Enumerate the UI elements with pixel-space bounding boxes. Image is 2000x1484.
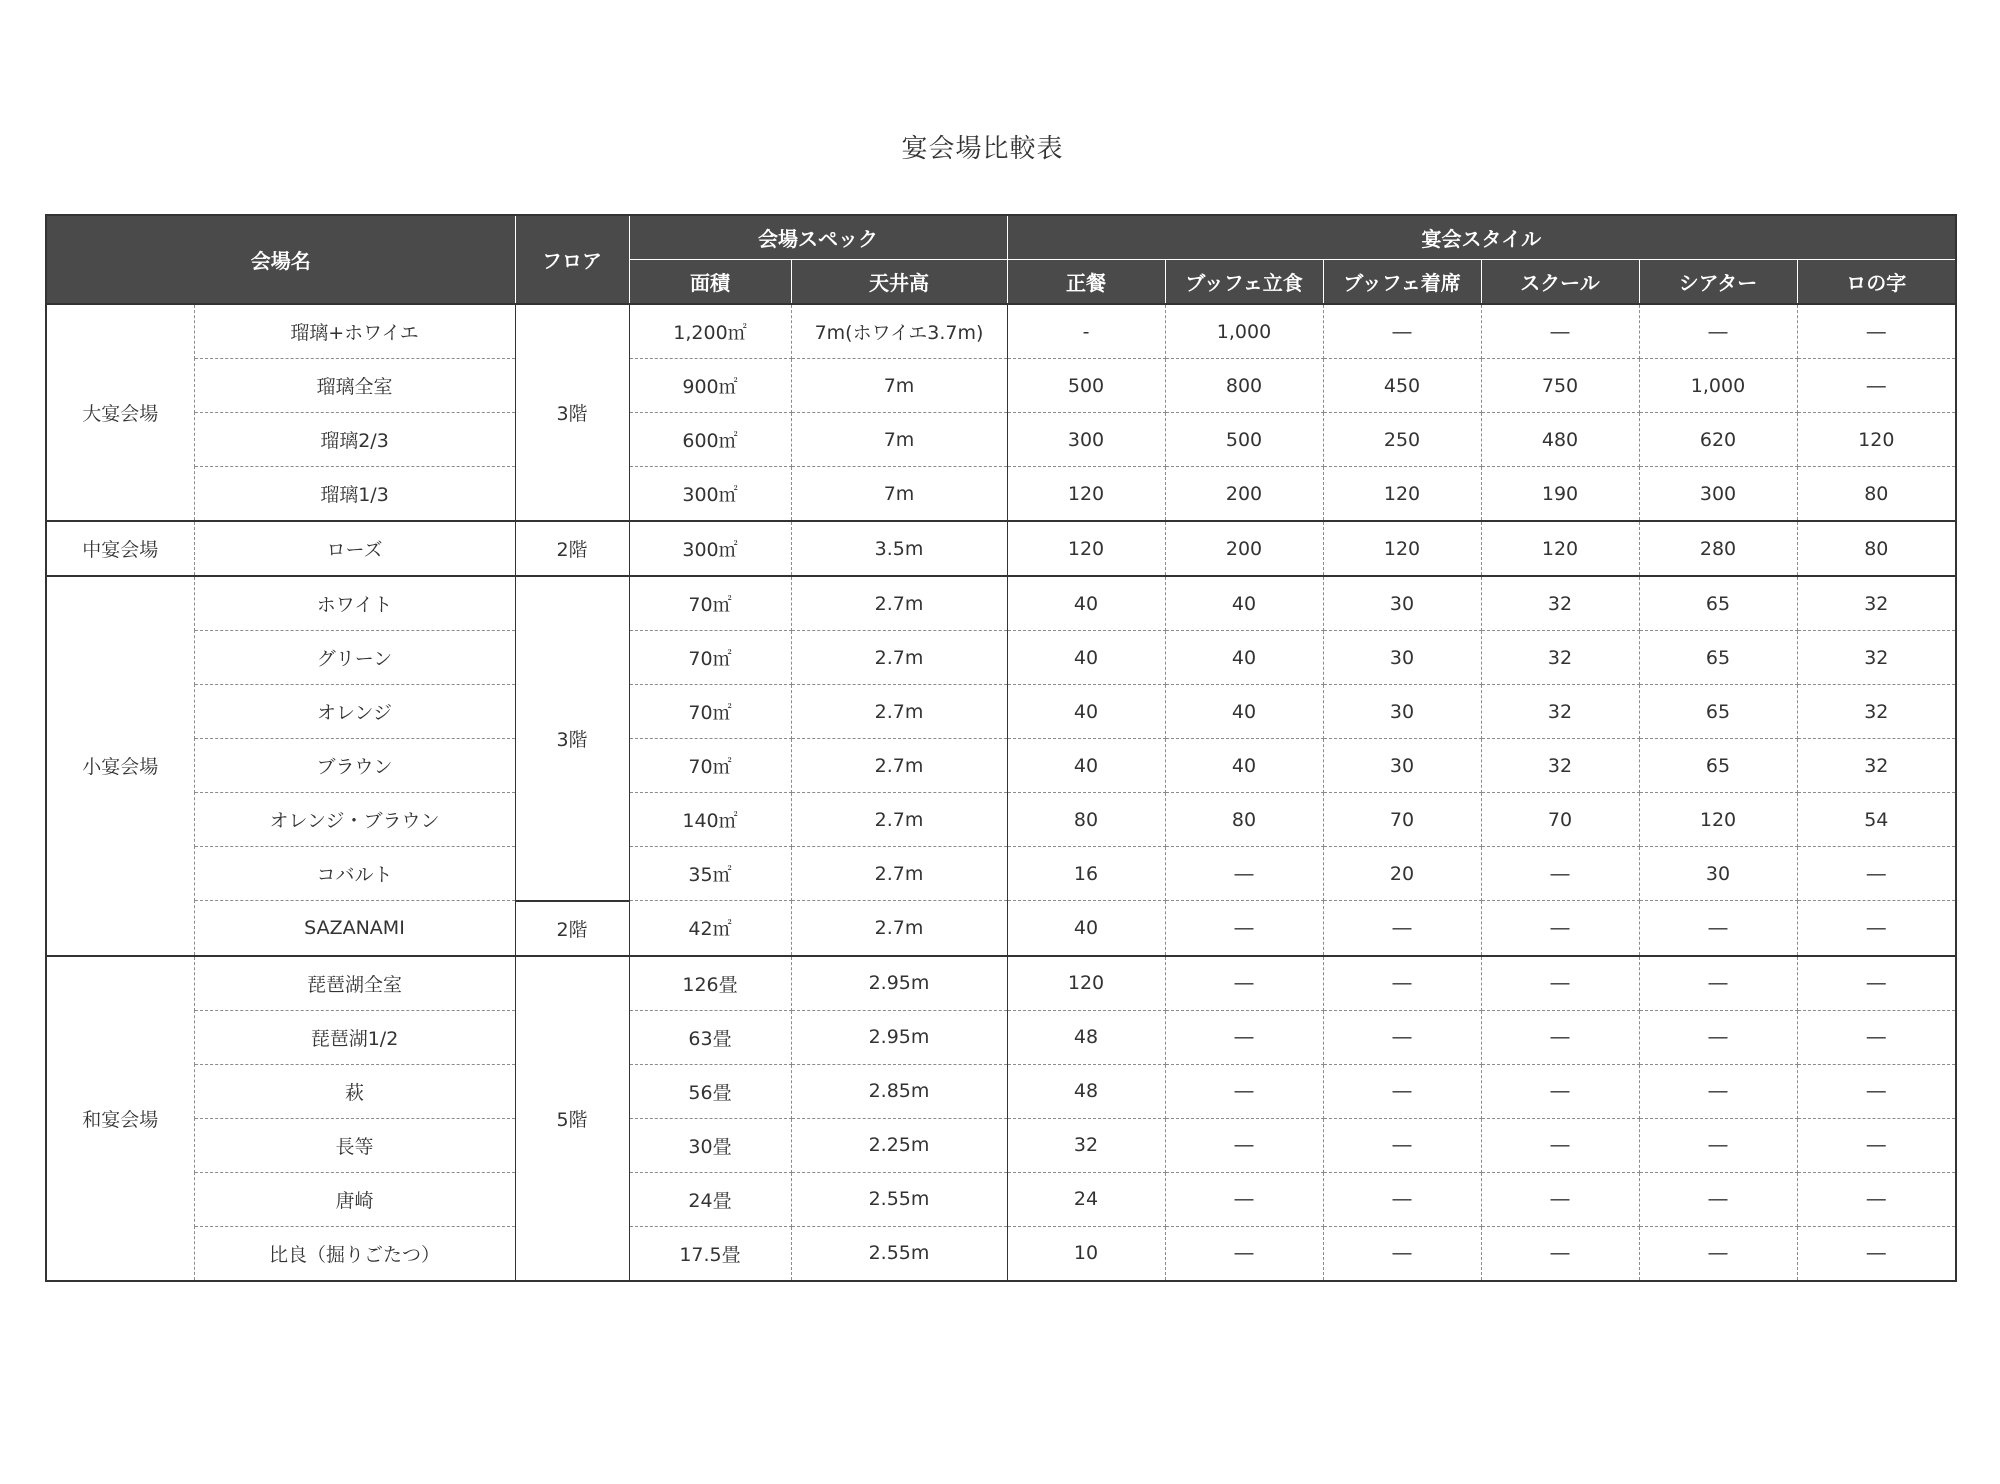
floor-header: フロア bbox=[515, 215, 629, 304]
ceiling-cell: 2.85m bbox=[791, 1064, 1007, 1118]
capacity-cell: 48 bbox=[1007, 1010, 1165, 1064]
area-cell: 1,200㎡ bbox=[629, 304, 791, 359]
venue-name-cell: 瑠璃1/3 bbox=[194, 467, 515, 522]
spec-group-header: 会場スペック bbox=[629, 215, 1007, 260]
capacity-cell: 65 bbox=[1639, 576, 1797, 631]
capacity-cell: ― bbox=[1481, 956, 1639, 1011]
ceiling-cell: 2.7m bbox=[791, 847, 1007, 901]
capacity-cell: 80 bbox=[1165, 793, 1323, 847]
capacity-cell: ― bbox=[1797, 1010, 1956, 1064]
capacity-cell: ― bbox=[1165, 1118, 1323, 1172]
area-cell: 63畳 bbox=[629, 1010, 791, 1064]
style-header-u-shape: ロの字 bbox=[1797, 260, 1956, 305]
capacity-cell: 54 bbox=[1797, 793, 1956, 847]
capacity-cell: ― bbox=[1797, 1226, 1956, 1281]
venue-name-cell: 比良（掘りごたつ） bbox=[194, 1226, 515, 1281]
capacity-cell: 32 bbox=[1481, 576, 1639, 631]
capacity-cell: 32 bbox=[1797, 631, 1956, 685]
capacity-cell: ― bbox=[1481, 1010, 1639, 1064]
capacity-cell: ― bbox=[1797, 1118, 1956, 1172]
capacity-cell: ― bbox=[1481, 1064, 1639, 1118]
table-row bbox=[46, 413, 1956, 467]
capacity-cell: ― bbox=[1481, 1226, 1639, 1281]
capacity-cell: ― bbox=[1323, 1172, 1481, 1226]
capacity-cell: ― bbox=[1481, 304, 1639, 359]
area-cell: 300㎡ bbox=[629, 521, 791, 576]
table-row bbox=[46, 685, 1956, 739]
capacity-cell: ― bbox=[1639, 901, 1797, 956]
capacity-cell: 70 bbox=[1323, 793, 1481, 847]
capacity-cell: 450 bbox=[1323, 359, 1481, 413]
table-row bbox=[46, 576, 1956, 631]
capacity-cell: 30 bbox=[1639, 847, 1797, 901]
capacity-cell: ― bbox=[1323, 1064, 1481, 1118]
capacity-cell: 120 bbox=[1007, 467, 1165, 522]
table-row bbox=[46, 793, 1956, 847]
capacity-cell: ― bbox=[1639, 1118, 1797, 1172]
capacity-cell: ― bbox=[1323, 1226, 1481, 1281]
ceiling-cell: 2.25m bbox=[791, 1118, 1007, 1172]
ceiling-header: 天井高 bbox=[791, 260, 1007, 305]
area-cell: 70㎡ bbox=[629, 739, 791, 793]
floor-cell: 5階 bbox=[515, 956, 629, 1281]
capacity-cell: 30 bbox=[1323, 739, 1481, 793]
capacity-cell: ― bbox=[1639, 1010, 1797, 1064]
capacity-cell: 500 bbox=[1007, 359, 1165, 413]
capacity-cell: 40 bbox=[1007, 901, 1165, 956]
table-row bbox=[46, 359, 1956, 413]
capacity-cell: ― bbox=[1639, 304, 1797, 359]
capacity-cell: 190 bbox=[1481, 467, 1639, 522]
venue-name-cell: SAZANAMI bbox=[194, 901, 515, 956]
venue-name-cell: 琵琶湖1/2 bbox=[194, 1010, 515, 1064]
capacity-cell: ― bbox=[1481, 1118, 1639, 1172]
area-cell: 70㎡ bbox=[629, 631, 791, 685]
table-row bbox=[46, 521, 1956, 576]
capacity-cell: 480 bbox=[1481, 413, 1639, 467]
capacity-cell: ― bbox=[1797, 956, 1956, 1011]
venue-comparison-table bbox=[45, 214, 1957, 1282]
style-header-theater: シアター bbox=[1639, 260, 1797, 305]
capacity-cell: 300 bbox=[1639, 467, 1797, 522]
area-cell: 42㎡ bbox=[629, 901, 791, 956]
table-row bbox=[46, 467, 1956, 522]
table-row bbox=[46, 956, 1956, 1011]
capacity-cell: 80 bbox=[1007, 793, 1165, 847]
capacity-cell: 500 bbox=[1165, 413, 1323, 467]
venue-name-cell: グリーン bbox=[194, 631, 515, 685]
capacity-cell: 300 bbox=[1007, 413, 1165, 467]
area-cell: 600㎡ bbox=[629, 413, 791, 467]
capacity-cell: ― bbox=[1481, 1172, 1639, 1226]
area-cell: 56畳 bbox=[629, 1064, 791, 1118]
capacity-cell: - bbox=[1007, 304, 1165, 359]
capacity-cell: ― bbox=[1481, 847, 1639, 901]
capacity-cell: 200 bbox=[1165, 467, 1323, 522]
venue-name-cell: 唐崎 bbox=[194, 1172, 515, 1226]
capacity-cell: ― bbox=[1639, 956, 1797, 1011]
capacity-cell: 40 bbox=[1165, 739, 1323, 793]
venue-name-cell: オレンジ bbox=[194, 685, 515, 739]
capacity-cell: 32 bbox=[1797, 685, 1956, 739]
area-cell: 126畳 bbox=[629, 956, 791, 1011]
capacity-cell: ― bbox=[1323, 1118, 1481, 1172]
capacity-cell: 40 bbox=[1165, 631, 1323, 685]
floor-cell: 2階 bbox=[515, 901, 629, 956]
capacity-cell: 1,000 bbox=[1639, 359, 1797, 413]
area-cell: 24畳 bbox=[629, 1172, 791, 1226]
area-header: 面積 bbox=[629, 260, 791, 305]
capacity-cell: ― bbox=[1797, 304, 1956, 359]
capacity-cell: 16 bbox=[1007, 847, 1165, 901]
table-row bbox=[46, 847, 1956, 901]
table-row bbox=[46, 1010, 1956, 1064]
category-cell: 小宴会場 bbox=[46, 576, 194, 956]
category-cell: 和宴会場 bbox=[46, 956, 194, 1281]
capacity-cell: 120 bbox=[1481, 521, 1639, 576]
area-cell: 70㎡ bbox=[629, 576, 791, 631]
capacity-cell: ― bbox=[1639, 1064, 1797, 1118]
ceiling-cell: 2.7m bbox=[791, 685, 1007, 739]
venue-name-cell: 瑠璃+ホワイエ bbox=[194, 304, 515, 359]
venue-name-cell: 長等 bbox=[194, 1118, 515, 1172]
ceiling-cell: 7m(ホワイエ3.7m) bbox=[791, 304, 1007, 359]
venue-name-cell: 萩 bbox=[194, 1064, 515, 1118]
capacity-cell: 120 bbox=[1007, 956, 1165, 1011]
capacity-cell: ― bbox=[1481, 901, 1639, 956]
venue-name-cell: オレンジ・ブラウン bbox=[194, 793, 515, 847]
capacity-cell: 32 bbox=[1797, 576, 1956, 631]
capacity-cell: 40 bbox=[1165, 576, 1323, 631]
table-row bbox=[46, 304, 1956, 359]
capacity-cell: ― bbox=[1797, 1064, 1956, 1118]
capacity-cell: 120 bbox=[1323, 467, 1481, 522]
ceiling-cell: 2.95m bbox=[791, 1010, 1007, 1064]
style-header-buffet-standing: ブッフェ立食 bbox=[1165, 260, 1323, 305]
table-body bbox=[46, 304, 1956, 1281]
capacity-cell: ― bbox=[1165, 1226, 1323, 1281]
capacity-cell: ― bbox=[1165, 1064, 1323, 1118]
capacity-cell: ― bbox=[1797, 847, 1956, 901]
style-header-school: スクール bbox=[1481, 260, 1639, 305]
capacity-cell: 40 bbox=[1007, 685, 1165, 739]
capacity-cell: 32 bbox=[1007, 1118, 1165, 1172]
ceiling-cell: 7m bbox=[791, 467, 1007, 522]
capacity-cell: 620 bbox=[1639, 413, 1797, 467]
venue-name-cell: 瑠璃全室 bbox=[194, 359, 515, 413]
capacity-cell: 10 bbox=[1007, 1226, 1165, 1281]
capacity-cell: 30 bbox=[1323, 685, 1481, 739]
table-row bbox=[46, 1172, 1956, 1226]
capacity-cell: 32 bbox=[1481, 685, 1639, 739]
capacity-cell: 65 bbox=[1639, 739, 1797, 793]
category-cell: 大宴会場 bbox=[46, 304, 194, 521]
capacity-cell: 48 bbox=[1007, 1064, 1165, 1118]
capacity-cell: 120 bbox=[1323, 521, 1481, 576]
capacity-cell: ― bbox=[1797, 901, 1956, 956]
capacity-cell: ― bbox=[1323, 956, 1481, 1011]
capacity-cell: 80 bbox=[1797, 521, 1956, 576]
page-title: 宴会場比較表 bbox=[901, 134, 1064, 164]
capacity-cell: 200 bbox=[1165, 521, 1323, 576]
capacity-cell: ― bbox=[1165, 1172, 1323, 1226]
capacity-cell: ― bbox=[1323, 304, 1481, 359]
venue-name-cell: 琵琶湖全室 bbox=[194, 956, 515, 1011]
ceiling-cell: 2.7m bbox=[791, 631, 1007, 685]
table-row bbox=[46, 1226, 1956, 1281]
capacity-cell: ― bbox=[1165, 847, 1323, 901]
capacity-cell: 65 bbox=[1639, 631, 1797, 685]
capacity-cell: 24 bbox=[1007, 1172, 1165, 1226]
area-cell: 140㎡ bbox=[629, 793, 791, 847]
capacity-cell: 250 bbox=[1323, 413, 1481, 467]
ceiling-cell: 2.7m bbox=[791, 793, 1007, 847]
venue-name-cell: ローズ bbox=[194, 521, 515, 576]
capacity-cell: 40 bbox=[1007, 739, 1165, 793]
capacity-cell: 32 bbox=[1481, 631, 1639, 685]
table-header bbox=[46, 215, 1956, 304]
ceiling-cell: 7m bbox=[791, 413, 1007, 467]
capacity-cell: 80 bbox=[1797, 467, 1956, 522]
table-row bbox=[46, 631, 1956, 685]
capacity-cell: 40 bbox=[1007, 576, 1165, 631]
style-group-header: 宴会スタイル bbox=[1007, 215, 1956, 260]
capacity-cell: ― bbox=[1323, 901, 1481, 956]
area-cell: 35㎡ bbox=[629, 847, 791, 901]
capacity-cell: ― bbox=[1797, 1172, 1956, 1226]
category-cell: 中宴会場 bbox=[46, 521, 194, 576]
capacity-cell: 120 bbox=[1639, 793, 1797, 847]
ceiling-cell: 2.7m bbox=[791, 901, 1007, 956]
venue-name-cell: 瑠璃2/3 bbox=[194, 413, 515, 467]
capacity-cell: 30 bbox=[1323, 576, 1481, 631]
capacity-cell: ― bbox=[1639, 1172, 1797, 1226]
capacity-cell: 40 bbox=[1165, 685, 1323, 739]
table-row bbox=[46, 1064, 1956, 1118]
ceiling-cell: 3.5m bbox=[791, 521, 1007, 576]
capacity-cell: 32 bbox=[1481, 739, 1639, 793]
capacity-cell: 30 bbox=[1323, 631, 1481, 685]
ceiling-cell: 2.7m bbox=[791, 739, 1007, 793]
capacity-cell: 750 bbox=[1481, 359, 1639, 413]
table-row bbox=[46, 739, 1956, 793]
capacity-cell: ― bbox=[1323, 1010, 1481, 1064]
capacity-cell: ― bbox=[1165, 1010, 1323, 1064]
capacity-cell: 120 bbox=[1007, 521, 1165, 576]
capacity-cell: ― bbox=[1639, 1226, 1797, 1281]
venue-name-cell: コバルト bbox=[194, 847, 515, 901]
capacity-cell: 32 bbox=[1797, 739, 1956, 793]
venue-name-cell: ブラウン bbox=[194, 739, 515, 793]
capacity-cell: 800 bbox=[1165, 359, 1323, 413]
area-cell: 17.5畳 bbox=[629, 1226, 791, 1281]
ceiling-cell: 2.55m bbox=[791, 1226, 1007, 1281]
ceiling-cell: 2.7m bbox=[791, 576, 1007, 631]
area-cell: 30畳 bbox=[629, 1118, 791, 1172]
floor-cell: 3階 bbox=[515, 304, 629, 521]
capacity-cell: ― bbox=[1797, 359, 1956, 413]
venue-name-header: 会場名 bbox=[46, 215, 515, 304]
capacity-cell: 65 bbox=[1639, 685, 1797, 739]
table-row bbox=[46, 901, 1956, 956]
area-cell: 300㎡ bbox=[629, 467, 791, 522]
capacity-cell: 40 bbox=[1007, 631, 1165, 685]
table-row bbox=[46, 1118, 1956, 1172]
area-cell: 900㎡ bbox=[629, 359, 791, 413]
capacity-cell: 280 bbox=[1639, 521, 1797, 576]
style-header-seated-dinner: 正餐 bbox=[1007, 260, 1165, 305]
ceiling-cell: 2.55m bbox=[791, 1172, 1007, 1226]
capacity-cell: 120 bbox=[1797, 413, 1956, 467]
area-cell: 70㎡ bbox=[629, 685, 791, 739]
ceiling-cell: 2.95m bbox=[791, 956, 1007, 1011]
capacity-cell: ― bbox=[1165, 956, 1323, 1011]
floor-cell: 2階 bbox=[515, 521, 629, 576]
capacity-cell: 70 bbox=[1481, 793, 1639, 847]
ceiling-cell: 7m bbox=[791, 359, 1007, 413]
venue-name-cell: ホワイト bbox=[194, 576, 515, 631]
floor-cell: 3階 bbox=[515, 576, 629, 901]
capacity-cell: ― bbox=[1165, 901, 1323, 956]
style-header-buffet-seated: ブッフェ着席 bbox=[1323, 260, 1481, 305]
capacity-cell: 20 bbox=[1323, 847, 1481, 901]
capacity-cell: 1,000 bbox=[1165, 304, 1323, 359]
